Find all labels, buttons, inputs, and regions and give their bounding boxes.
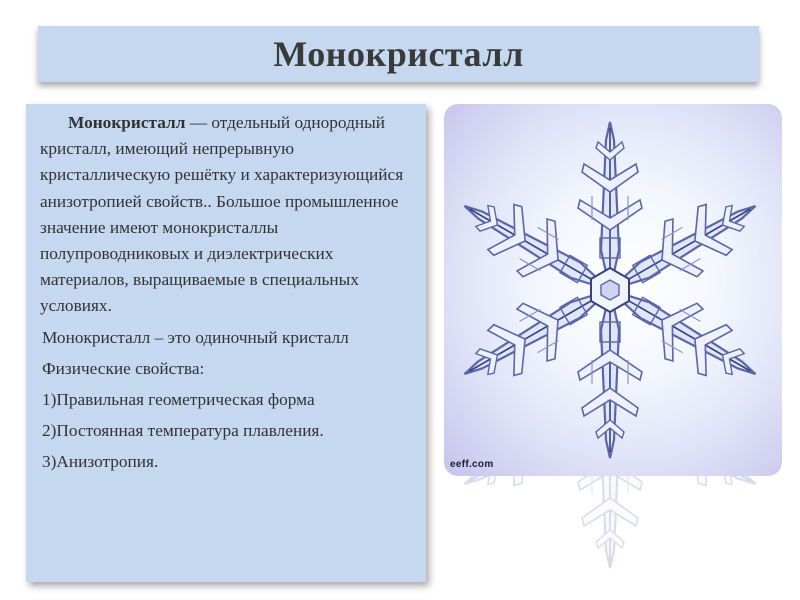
watermark-text: eeff.com (450, 459, 494, 470)
property-item-1: 1)Правильная геометрическая форма (42, 390, 315, 410)
definition-paragraph (40, 110, 418, 320)
snowflake-image (444, 104, 782, 476)
properties-heading: Физические свойства: (42, 358, 205, 378)
text-panel (26, 104, 426, 582)
property-item-2: 2)Постоянная температура плавления. (42, 421, 324, 441)
snowflake-reflection (444, 476, 782, 586)
short-definition: Монокристалл – это одиночный кристалл (42, 327, 349, 347)
slide-title: Монокристалл (273, 34, 524, 74)
property-item-3: 3)Анизотропия. (42, 452, 159, 472)
snowflake-icon (444, 104, 782, 476)
definition-term: Монокристалл (68, 113, 186, 132)
definition-text: — отдельный однородный кристалл, имеющий непрерывную кристаллическую решётку и характеризующийся анизотропией свойств.. Большое промышленное значение имеют монокристаллы полупроводниковых и диэлектрических материалов, выращиваемые в специальных условиях. (40, 113, 404, 316)
title-bar (38, 26, 759, 82)
